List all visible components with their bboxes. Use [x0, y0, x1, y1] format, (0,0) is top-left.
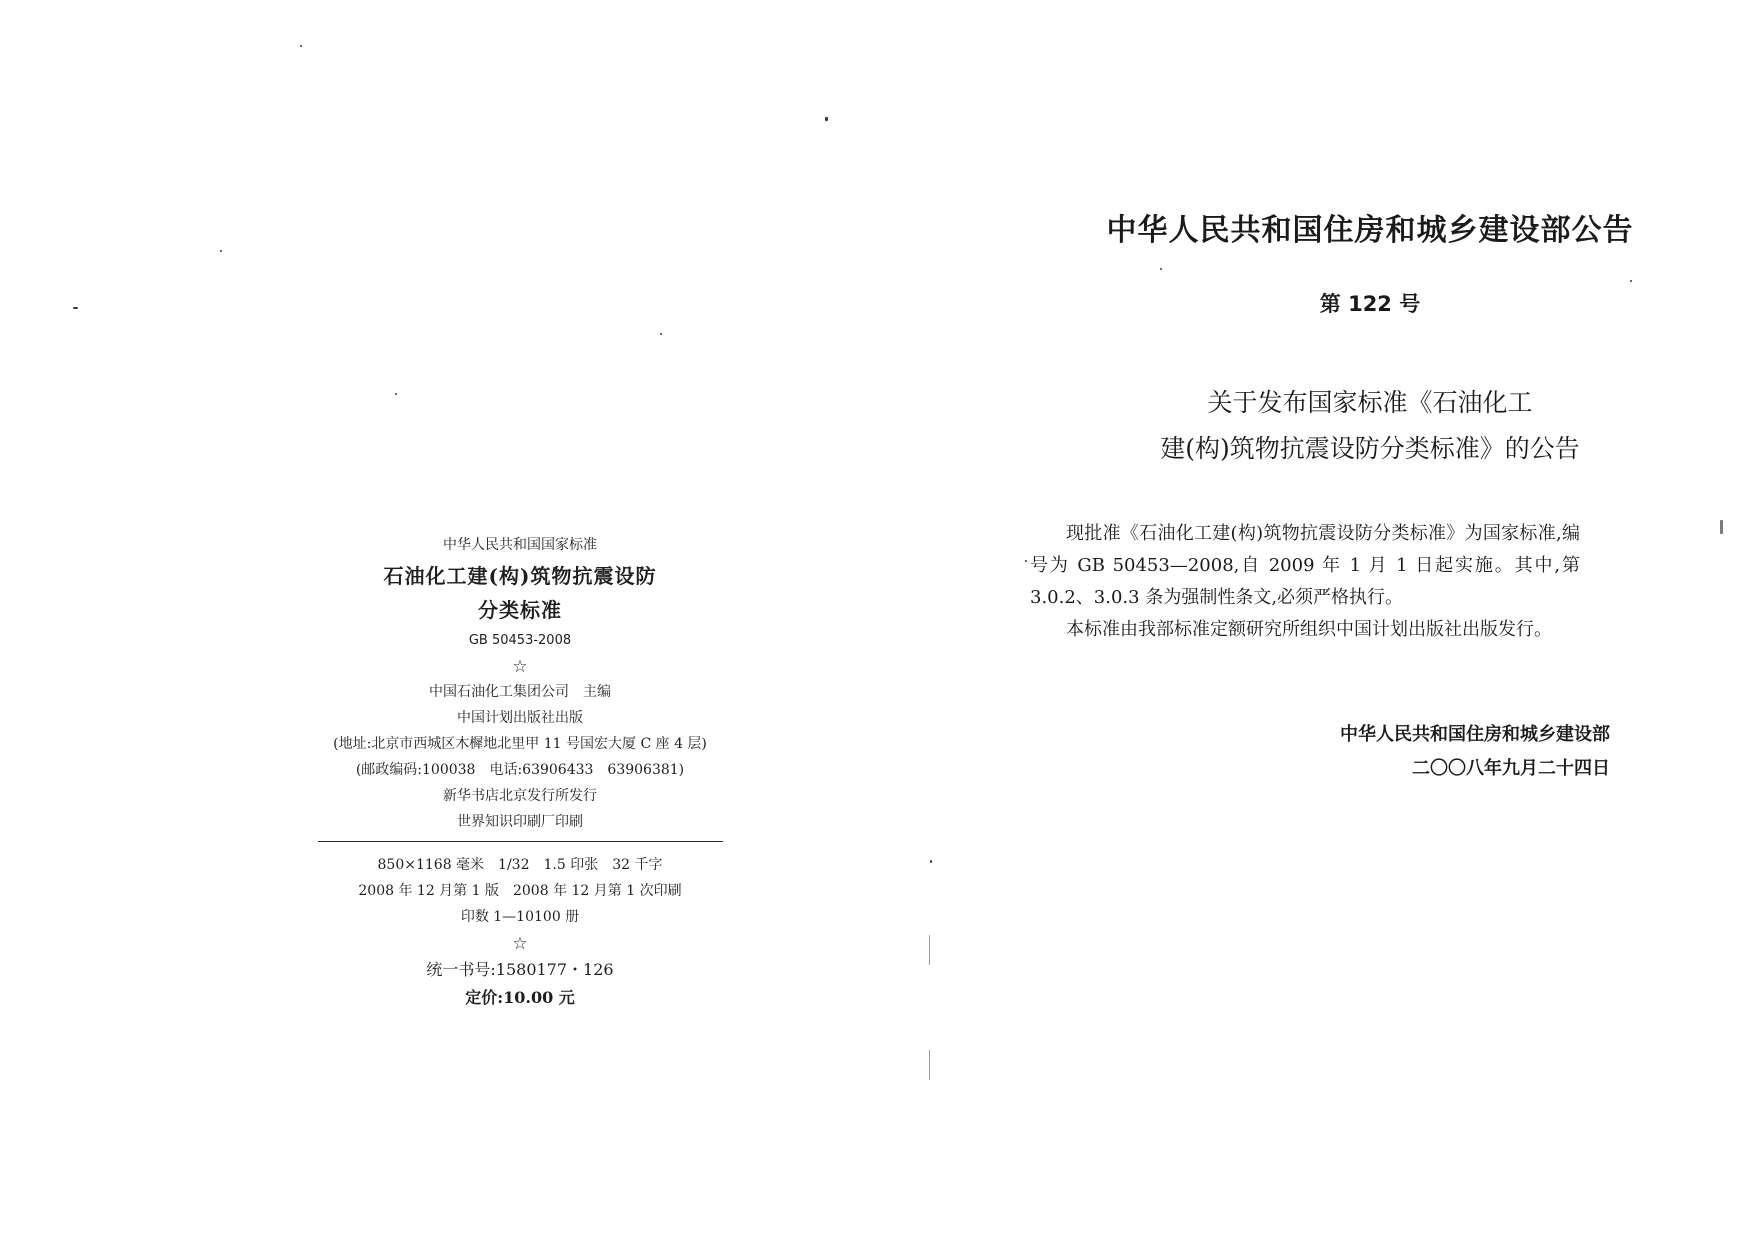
star-icon: ☆	[512, 657, 528, 677]
colophon-editor: 中国石油化工集团公司 主编	[429, 684, 611, 700]
scan-speck	[220, 250, 222, 252]
colophon-publisher: 中国计划出版社出版	[457, 710, 583, 726]
colophon-title-line2: 分类标准	[478, 598, 562, 622]
colophon-address: (地址:北京市西城区木樨地北里甲 11 号国宏大厦 C 座 4 层)	[333, 736, 707, 752]
announcement-paragraph: 本标准由我部标准定额研究所组织中国计划出版社出版发行。	[1066, 619, 1552, 640]
scan-speck	[1720, 520, 1723, 534]
colophon-standard-code: GB 50453-2008	[468, 633, 572, 648]
colophon-divider	[318, 841, 723, 842]
announcement-body	[1030, 518, 1580, 646]
colophon-series: 中华人民共和国国家标准	[443, 537, 597, 553]
signature-organization: 中华人民共和国住房和城乡建设部	[1340, 724, 1610, 745]
colophon-print-run: 印数 1—10100 册	[460, 909, 580, 925]
scan-speck	[660, 333, 662, 335]
scan-speck	[300, 45, 302, 47]
scan-speck	[73, 307, 78, 309]
star-icon: ☆	[512, 934, 528, 954]
colophon-title-line1: 石油化工建(构)筑物抗震设防	[383, 564, 657, 588]
scan-speck	[1160, 268, 1162, 270]
announcement-number: 第 122 号	[1319, 292, 1421, 316]
announcement-paragraph: 现批准《石油化工建(构)筑物抗震设防分类标准》为国家标准,编号为 GB 50453—2008,自 2009 年 1 月 1 日起实施。其中,第 3.0.2、3.0.3 条为强制性条文,必须严格执行。	[1030, 523, 1580, 608]
scan-speck	[1630, 280, 1632, 282]
scan-speck	[825, 117, 828, 121]
announcement-signature	[1210, 718, 1610, 786]
colophon-book-number: 统一书号:1580177・126	[426, 960, 614, 979]
announcement-subject-line2: 建(构)筑物抗震设防分类标准》的公告	[1160, 434, 1580, 463]
colophon-format: 850×1168 毫米 1/32 1.5 印张 32 千字	[377, 857, 663, 873]
announcement-title: 中华人民共和国住房和城乡建设部公告	[1106, 213, 1634, 248]
colophon	[300, 538, 740, 1006]
announcement-subject	[1025, 380, 1715, 472]
scan-speck	[1025, 560, 1027, 562]
scan-speck	[395, 393, 397, 395]
colophon-distributor: 新华书店北京发行所发行	[443, 788, 597, 804]
colophon-contact: (邮政编码:100038 电话:63906433 63906381)	[355, 762, 685, 778]
colophon-edition: 2008 年 12 月第 1 版 2008 年 12 月第 1 次印刷	[358, 883, 682, 899]
right-page	[930, 0, 1755, 1241]
colophon-printer: 世界知识印刷厂印刷	[457, 814, 583, 830]
signature-date: 二〇〇八年九月二十四日	[1412, 758, 1610, 779]
colophon-price: 定价:10.00 元	[465, 988, 575, 1007]
announcement-subject-line1: 关于发布国家标准《石油化工	[1207, 388, 1533, 417]
